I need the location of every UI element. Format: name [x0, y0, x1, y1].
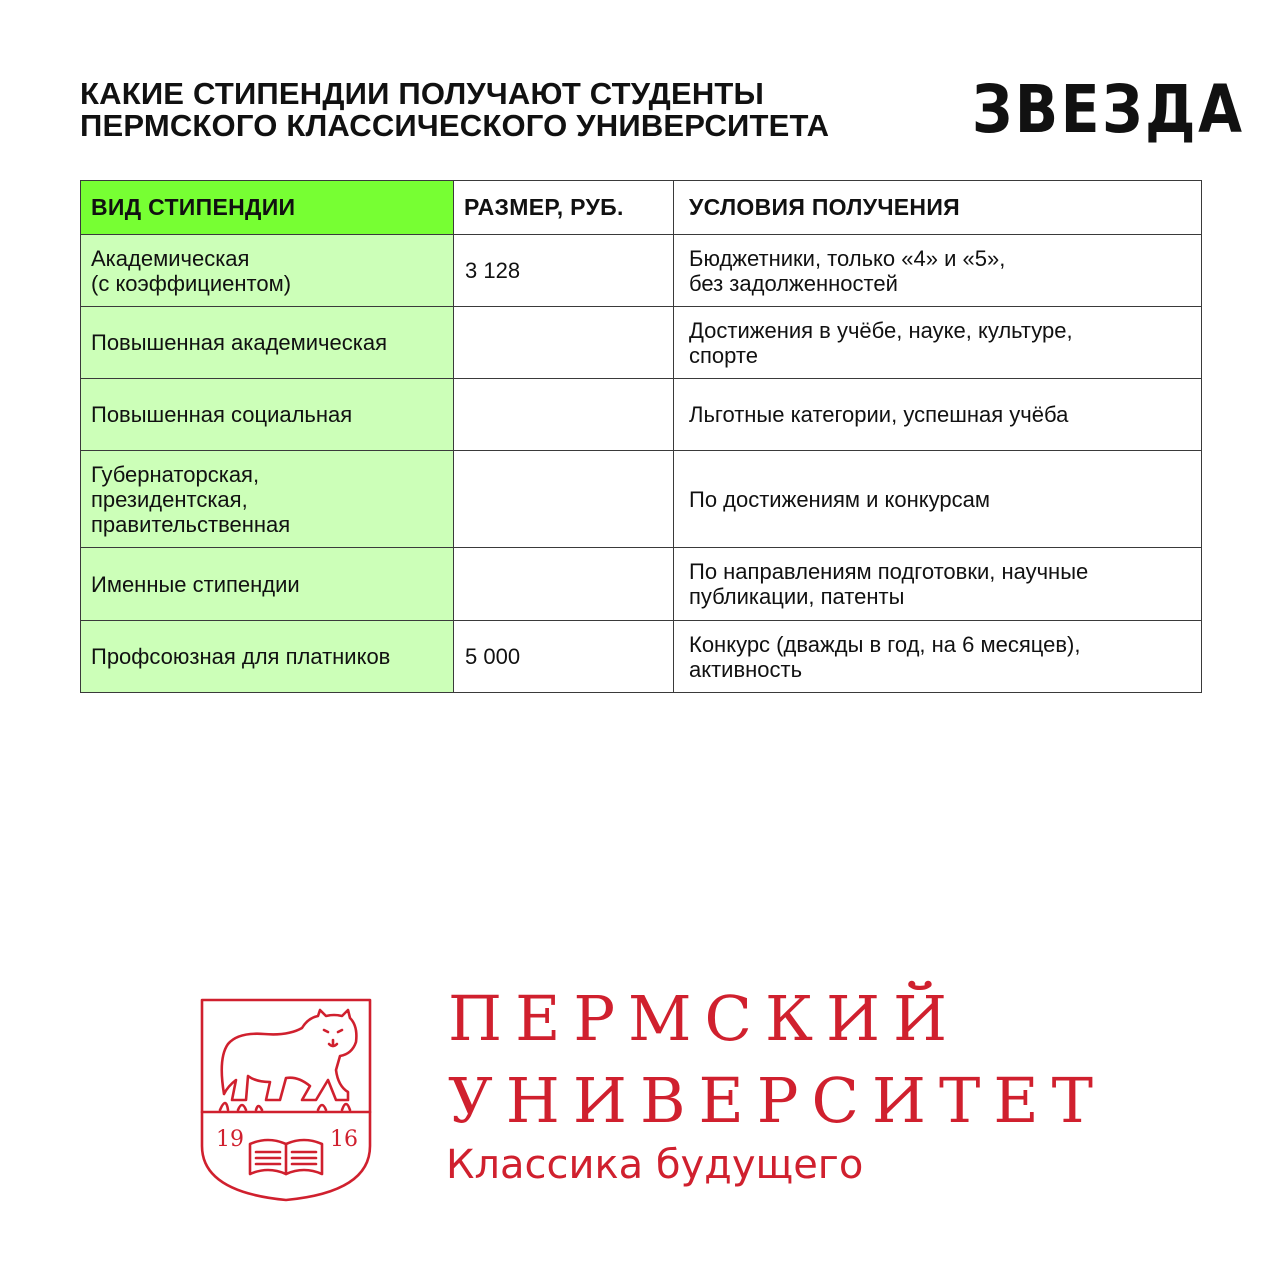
- scholarship-type-cell: Повышенная социальная: [81, 379, 454, 451]
- amount-cell: [454, 548, 674, 621]
- title-line-2: ПЕРМСКОГО КЛАССИЧЕСКОГО УНИВЕРСИТЕТА: [80, 108, 830, 143]
- amount-cell: [454, 307, 674, 379]
- table-row: [81, 379, 1202, 451]
- table-row: [81, 235, 1202, 307]
- table-header-row: [81, 181, 1202, 235]
- conditions-cell: По достижениям и конкурсам: [674, 451, 1202, 548]
- conditions-cell: Достижения в учёбе, науке, культуре, спорте: [674, 307, 1202, 379]
- university-name-line-2: УНИВЕРСИТЕТ: [448, 1064, 1106, 1137]
- page-title: [80, 78, 829, 142]
- scholarship-type-cell: Профсоюзная для платников: [81, 621, 454, 693]
- table-row: [81, 548, 1202, 621]
- amount-cell: 3 128: [454, 235, 674, 307]
- university-tagline: Классика будущего: [446, 1142, 864, 1188]
- amount-cell: [454, 379, 674, 451]
- scholarship-table: [80, 180, 1202, 693]
- column-header-type: ВИД СТИПЕНДИИ: [81, 181, 454, 235]
- title-line-1: КАКИЕ СТИПЕНДИИ ПОЛУЧАЮТ СТУДЕНТЫ: [80, 76, 765, 111]
- table-row: [81, 451, 1202, 548]
- scholarship-type-cell: Повышенная академическая: [81, 307, 454, 379]
- table-row: [81, 307, 1202, 379]
- emblem-year-left: 19: [216, 1127, 244, 1152]
- conditions-cell: Льготные категории, успешная учёба: [674, 379, 1202, 451]
- conditions-cell: По направлениям подготовки, научные публикации, патенты: [674, 548, 1202, 621]
- table-row: [81, 621, 1202, 693]
- scholarship-type-cell: Губернаторская, президентская, правительственная: [81, 451, 454, 548]
- emblem-year-right: 16: [330, 1127, 358, 1152]
- scholarship-type-cell: Академическая (с коэффициентом): [81, 235, 454, 307]
- scholarship-type-cell: Именные стипендии: [81, 548, 454, 621]
- amount-cell: 5 000: [454, 621, 674, 693]
- conditions-cell: Конкурс (дважды в год, на 6 месяцев), активность: [674, 621, 1202, 693]
- conditions-cell: Бюджетники, только «4» и «5», без задолженностей: [674, 235, 1202, 307]
- university-name-line-1: ПЕРМСКИЙ: [448, 982, 961, 1055]
- brand-logo-zvezda: ЗВЕЗДА: [972, 71, 1245, 148]
- amount-cell: [454, 451, 674, 548]
- column-header-conditions: УСЛОВИЯ ПОЛУЧЕНИЯ: [674, 181, 1202, 235]
- column-header-amount: РАЗМЕР, РУБ.: [454, 181, 674, 235]
- university-emblem-icon: [198, 996, 374, 1202]
